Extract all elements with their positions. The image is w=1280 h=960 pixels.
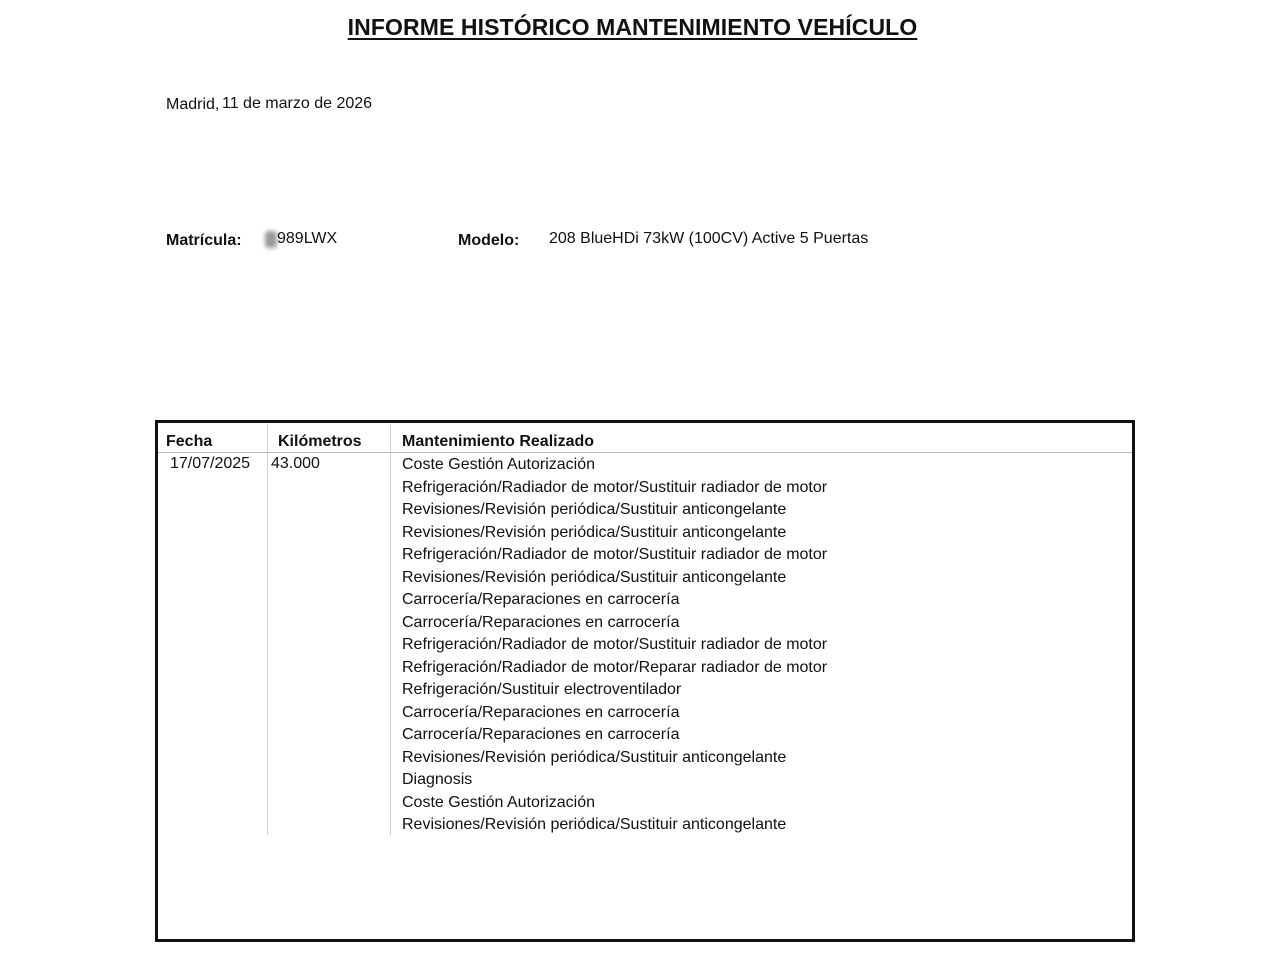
maintenance-item: Refrigeración/Radiador de motor/Sustituir radiador de motor	[402, 636, 828, 653]
maintenance-item: Carrocería/Reparaciones en carrocería	[402, 703, 680, 721]
report-date: 11 de marzo de 2026	[222, 95, 373, 112]
plate-value: 989LWX	[277, 230, 338, 247]
maintenance-item: Revisiones/Revisión periódica/Sustituir anticongelante	[402, 748, 787, 766]
report-title: INFORME HISTÓRICO MANTENIMIENTO VEHÍCULO	[347, 14, 918, 40]
maintenance-item: Revisiones/Revisión periódica/Sustituir anticongelante	[402, 523, 787, 541]
model-label: Modelo:	[458, 232, 520, 249]
maintenance-item: Coste Gestión Autorización	[402, 793, 595, 811]
maintenance-items-list	[402, 455, 827, 838]
maintenance-item: Revisiones/Revisión periódica/Sustituir anticongelante	[402, 816, 787, 833]
maintenance-item: Refrigeración/Radiador de motor/Sustituir radiador de motor	[402, 478, 828, 496]
header-km: Kilómetros	[278, 433, 362, 450]
maintenance-item: Carrocería/Reparaciones en carrocería	[402, 613, 680, 631]
maintenance-item: Carrocería/Reparaciones en carrocería	[402, 726, 680, 743]
header-maintenance: Mantenimiento Realizado	[402, 433, 595, 450]
header-divider	[158, 452, 1132, 453]
maintenance-item: Refrigeración/Radiador de motor/Sustituir radiador de motor	[402, 546, 828, 563]
report-place: Madrid,	[166, 96, 220, 113]
row-km: 43.000	[271, 455, 320, 472]
row-date: 17/07/2025	[170, 455, 251, 472]
maintenance-item: Refrigeración/Sustituir electroventilador	[402, 681, 682, 698]
maintenance-item: Coste Gestión Autorización	[402, 456, 595, 473]
model-value: 208 BlueHDi 73kW (100CV) Active 5 Puertas	[549, 230, 869, 247]
maintenance-item: Refrigeración/Radiador de motor/Reparar radiador de motor	[402, 658, 828, 676]
column-divider-date	[267, 424, 268, 835]
plate-label: Matrícula:	[166, 232, 242, 249]
maintenance-item: Revisiones/Revisión periódica/Sustituir anticongelante	[402, 501, 787, 518]
maintenance-item: Revisiones/Revisión periódica/Sustituir anticongelante	[402, 568, 787, 586]
plate-redaction	[265, 231, 277, 248]
maintenance-item: Carrocería/Reparaciones en carrocería	[402, 591, 680, 608]
header-date: Fecha	[166, 433, 213, 450]
maintenance-item: Diagnosis	[402, 771, 473, 788]
column-divider-km	[390, 424, 391, 835]
